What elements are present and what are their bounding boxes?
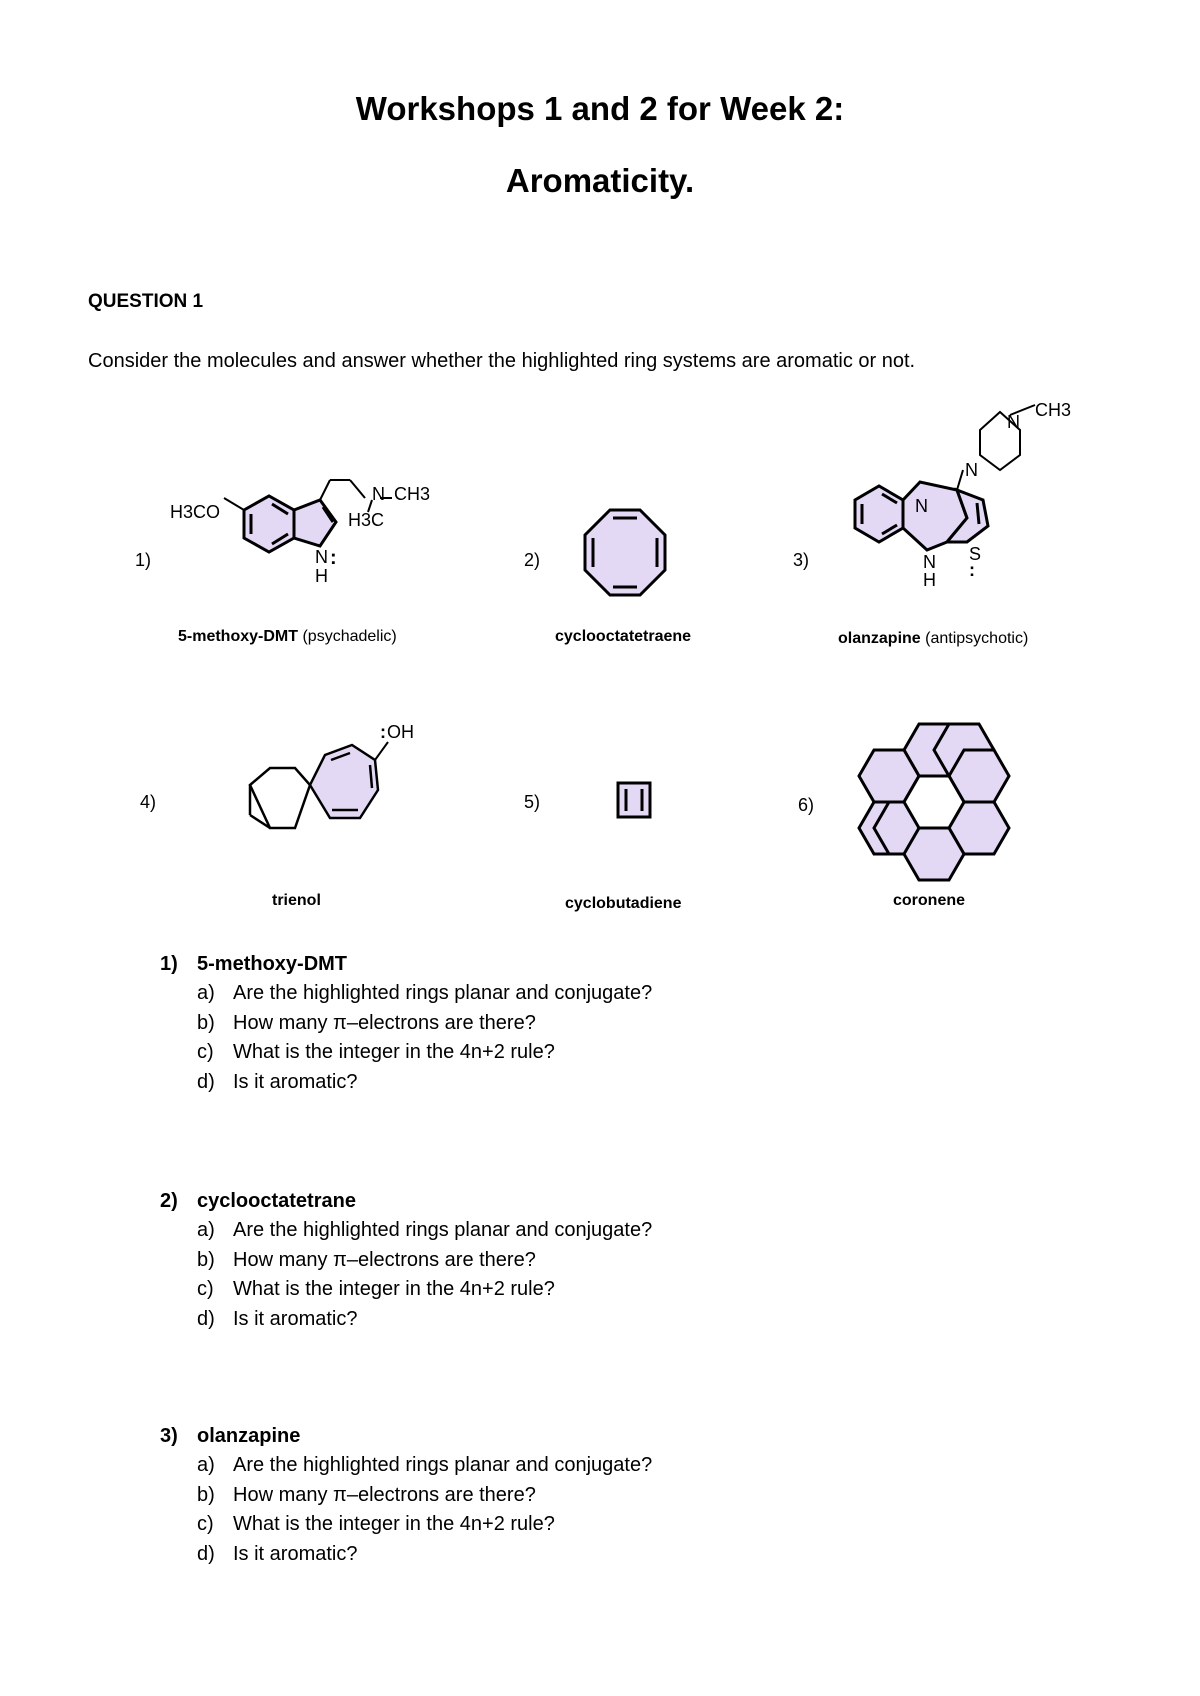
item-text: How many π–electrons are there? [233, 1483, 536, 1506]
molecule-number-3: 3) [793, 550, 810, 570]
question-block-3 [160, 1422, 652, 1569]
atom-n: N [915, 496, 928, 516]
item-letter: c) [197, 1513, 214, 1535]
question-name: cyclooctatetrane [197, 1190, 356, 1212]
intro-text: Consider the molecules and answer whether the highlighted ring systems are aromatic or not. [88, 350, 916, 372]
atom-h: H [923, 570, 936, 590]
item-letter: a) [197, 1454, 215, 1476]
lone-pair: : [330, 547, 337, 569]
atom-n: N [965, 460, 978, 480]
molecule-number-4: 4) [140, 792, 157, 812]
atom-s: S [969, 544, 982, 564]
question-title [160, 1187, 652, 1216]
question-number: 2) [160, 1190, 178, 1212]
question-item [160, 1540, 652, 1570]
question-title [160, 1422, 652, 1451]
caption-note: (antipsychotic) [925, 630, 1029, 647]
title-line-1: Workshops 1 and 2 for Week 2: [355, 90, 845, 127]
question-item [160, 1246, 652, 1276]
lone-pair: : [380, 722, 386, 742]
molecule-number-2: 2) [524, 550, 541, 570]
structure-coronene [838, 705, 1028, 885]
caption-name: cyclobutadiene [565, 895, 682, 912]
question-number: 1) [160, 953, 178, 975]
item-letter: a) [197, 1219, 215, 1241]
question-item [160, 1009, 652, 1039]
caption-name: olanzapine [838, 630, 921, 647]
lone-pair: : [969, 560, 975, 580]
item-text: Are the highlighted rings planar and conjugate? [233, 982, 653, 1004]
item-text: Is it aromatic? [233, 1542, 358, 1565]
structure-cyclobutadiene [615, 780, 655, 822]
item-text: Is it aromatic? [233, 1070, 358, 1093]
caption-name: trienol [272, 892, 321, 909]
caption-molecule-1 [178, 628, 397, 646]
molecule-number-5: 5) [524, 792, 541, 812]
question-number: 3) [160, 1425, 178, 1447]
caption-molecule-5 [565, 895, 681, 913]
structure-trienol [240, 700, 440, 850]
atom-h3co: H3CO [170, 502, 221, 522]
item-letter: b) [197, 1011, 215, 1034]
caption-molecule-4 [272, 892, 321, 910]
atom-ch3: CH3 [394, 484, 431, 504]
item-text: What is the integer in the 4n+2 rule? [233, 1041, 555, 1063]
question-block-2 [160, 1187, 652, 1334]
structure-5-methoxy-dmt [160, 460, 480, 600]
structure-cyclooctatetraene [575, 505, 675, 605]
item-letter: b) [197, 1248, 215, 1271]
molecule-number-6: 6) [798, 795, 815, 815]
item-letter: a) [197, 982, 215, 1004]
question-item [160, 1510, 652, 1540]
caption-molecule-6 [893, 892, 965, 910]
question-name: 5-methoxy-DMT [197, 953, 348, 975]
item-text: Is it aromatic? [233, 1307, 358, 1330]
atom-n: N [1007, 412, 1020, 432]
caption-name: coronene [893, 892, 966, 909]
item-text: How many π–electrons are there? [233, 1011, 536, 1034]
question-item [160, 1451, 652, 1481]
question-item [160, 1275, 652, 1305]
question-name: olanzapine [197, 1425, 301, 1447]
question-title [160, 950, 652, 979]
item-letter: c) [197, 1278, 214, 1300]
item-text: What is the integer in the 4n+2 rule? [233, 1513, 555, 1535]
item-letter: c) [197, 1041, 214, 1063]
item-text: How many π–electrons are there? [233, 1248, 536, 1271]
atom-n: N [315, 547, 328, 567]
item-letter: d) [197, 1070, 215, 1093]
question-heading: QUESTION 1 [88, 291, 204, 312]
caption-note: (psychadelic) [302, 628, 397, 645]
title-line-2: Aromaticity. [505, 162, 695, 199]
caption-molecule-2 [555, 628, 691, 646]
item-letter: d) [197, 1542, 215, 1565]
molecule-number-1: 1) [135, 550, 152, 570]
question-item [160, 1481, 652, 1511]
item-letter: d) [197, 1307, 215, 1330]
caption-name: 5-methoxy-DMT [178, 628, 299, 645]
question-item [160, 979, 652, 1009]
atom-oh: OH [387, 722, 414, 742]
question-item [160, 1305, 652, 1335]
question-item [160, 1216, 652, 1246]
item-letter: b) [197, 1483, 215, 1506]
item-text: Are the highlighted rings planar and conjugate? [233, 1454, 653, 1476]
question-item [160, 1068, 652, 1098]
atom-h: H [315, 566, 328, 586]
item-text: What is the integer in the 4n+2 rule? [233, 1278, 555, 1300]
question-block-1 [160, 950, 652, 1097]
question-item [160, 1038, 652, 1068]
item-text: Are the highlighted rings planar and conjugate? [233, 1219, 653, 1241]
structure-olanzapine [835, 400, 1075, 620]
caption-name: cyclooctatetraene [555, 628, 692, 645]
atom-ch3: CH3 [1035, 400, 1072, 420]
atom-h3c: H3C [348, 510, 385, 530]
caption-molecule-3 [838, 630, 1028, 648]
atom-n: N [372, 484, 385, 504]
atom-n: N [923, 552, 936, 572]
